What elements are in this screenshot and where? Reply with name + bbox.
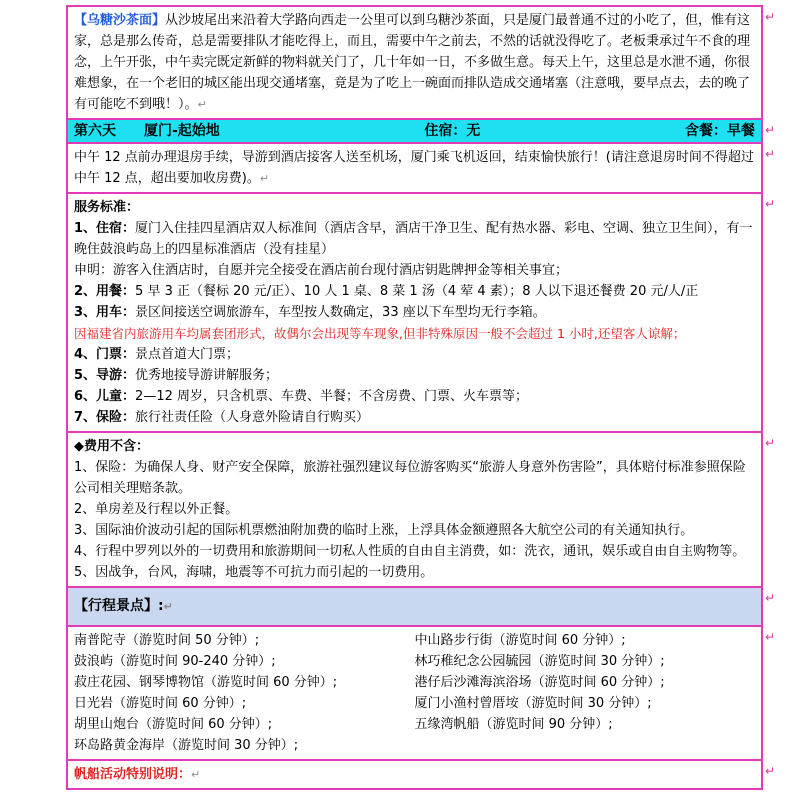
- intro-cell: [66, 5, 775, 118]
- cell-end-mark: ↵: [764, 147, 775, 161]
- exclusions-title: ◆费用不含：: [74, 439, 149, 454]
- cell-end-mark: ↵: [764, 630, 775, 644]
- cell-end-mark: ↵: [764, 197, 775, 211]
- spot-item: 环岛路黄金海岸（游览时间 30 分钟）;: [74, 738, 299, 753]
- paragraph-mark: ↵: [259, 172, 270, 185]
- sail-title: 帆船活动特别说明：: [74, 767, 192, 782]
- paragraph-mark: ↵: [191, 768, 201, 781]
- service-item: 7、保险：旅行社责任险（人身意外险请自行购买）: [74, 410, 370, 425]
- spots-left-column: [74, 630, 415, 756]
- service-item: 4、门票：景点首道大门票；: [74, 347, 240, 362]
- service-red-note: 因福建省内旅游用车均属套团形式，故偶尔会出现等车现象,但非特殊原因一般不会超过 1 小时,还望客人谅解；: [74, 326, 686, 341]
- spot-item: 厦门小渔村曾厝垵（游览时间 30 分钟）;: [414, 696, 652, 711]
- day-header-bar: [68, 120, 761, 142]
- exclusion-item: 1、保险：为确保人身、财产安全保障，旅游社强烈建议每位游客购买“旅游人身意外伤害险”，具体赔付标准参照保险公司相关理赔条款。: [74, 460, 746, 496]
- day-row: [66, 118, 775, 142]
- cell-end-mark: ↵: [764, 764, 775, 778]
- day-lodging: 住宿：无: [424, 123, 481, 139]
- intro-title: 【乌糖沙茶面】: [74, 13, 166, 28]
- spot-item: 五缘湾帆船（游览时间 90 分钟）;: [414, 717, 613, 732]
- service-item: 1、住宿：厦门入住挂四星酒店双人标准间（酒店含早，酒店干净卫生、配有热水器、彩电、空调、独立卫生间），有一晚住鼓浪屿岛上的四星标准酒店（没有挂星）: [74, 221, 753, 257]
- spot-item: 胡里山炮台（游览时间 60 分钟）;: [74, 717, 273, 732]
- service-item: 2、用餐：5 早 3 正（餐标 20 元/正）、10 人 1 桌、8 菜 1 汤（4 荤 4 素）；8 人以下退还餐费 20 元/人/正: [74, 284, 699, 299]
- service-title: 服务标准：: [74, 200, 140, 215]
- cell-end-mark: ↵: [764, 123, 775, 137]
- exclusion-item: 2、单房差及行程以外正餐。: [74, 502, 239, 517]
- service-item: 5、导游：优秀地接导游讲解服务；: [74, 368, 279, 383]
- service-item: 申明：游客入住酒店时，自愿并完全接受在酒店前台现付酒店钥匙牌押金等相关事宜；: [74, 263, 569, 278]
- spot-item: 日光岩（游览时间 60 分钟）;: [74, 696, 247, 711]
- spot-item: 南普陀寺（游览时间 50 分钟）;: [74, 633, 260, 648]
- exclusions-cell: [66, 431, 775, 586]
- exclusion-item: 3、国际油价波动引起的国际机票燃油附加费的临时上涨，上浮具体金额遵照各大航空公司的有关通知执行。: [74, 523, 694, 538]
- spot-item: 鼓浪屿（游览时间 90-240 分钟）;: [74, 654, 276, 669]
- service-item: 3、用车：景区间接送空调旅游车，车型按人数确定，33 座以下车型均无行李箱。: [74, 305, 546, 320]
- paragraph-mark: ↵: [197, 98, 207, 111]
- spot-item: 中山路步行街（游览时间 60 分钟）;: [414, 633, 626, 648]
- spots-header-row: [66, 586, 775, 625]
- document-page: [66, 5, 775, 790]
- spot-item: 林巧稚纪念公园毓园（游览时间 30 分钟）;: [414, 654, 665, 669]
- spots-title: 【行程景点】:↵: [68, 588, 761, 625]
- cell-end-mark: ↵: [764, 436, 775, 450]
- cell-end-mark: ↵: [764, 591, 775, 605]
- checkout-note: 中午 12 点前办理退房手续，导游到酒店接客人送至机场，厦门乘飞机返回，结束愉快旅行！(请注意退房时间不得超过中午 12 点，超出要加收房费)。: [74, 150, 754, 186]
- exclusion-item: 5、因战争，台风，海啸，地震等不可抗力而引起的一切费用。: [74, 565, 434, 580]
- service-item: 6、儿童：2—12 周岁，只含机票、车费、半餐；不含房费、门票、火车票等；: [74, 389, 528, 404]
- spot-item: 港仔后沙滩海滨浴场（游览时间 60 分钟）;: [414, 675, 665, 690]
- day-meals: 含餐：早餐: [685, 123, 755, 139]
- spots-cell: [66, 625, 775, 759]
- intro-text: 从沙坡尾出来沿着大学路向西走一公里可以到乌糖沙茶面，只是厦门最普通不过的小吃了，但，惟有这家，总是那么传奇，总是需要排队才能吃得上，而且，需要中午之前去，不然的话就没得吃了。老板秉承过午不食的理念，上午开张，中午卖完既定新鲜的物料就关门了，几十年如一日，不多做生意。每天上午，这里总是水泄不通，你很难想象，在一个老旧的城区能出现交通堵塞，竟是为了吃上一碗面而排队造成交通堵塞（注意哦，要早点去，去的晚了有可能吃不到哦！）。: [74, 13, 751, 112]
- exclusion-item: 4、行程中罗列以外的一切费用和旅游期间一切私人性质的自由自主消费，如：洗衣，通讯，娱乐或自由自主购物等。: [74, 544, 746, 559]
- day-label: 第六天 厦门-起始地: [74, 123, 220, 139]
- spots-right-column: [415, 630, 756, 756]
- spot-item: 菽庄花园、钢琴博物馆（游览时间 60 分钟）;: [74, 675, 338, 690]
- checkout-cell: [66, 142, 775, 192]
- cell-end-mark: ↵: [764, 10, 775, 24]
- service-cell: [66, 192, 775, 431]
- sail-cell: [66, 759, 775, 790]
